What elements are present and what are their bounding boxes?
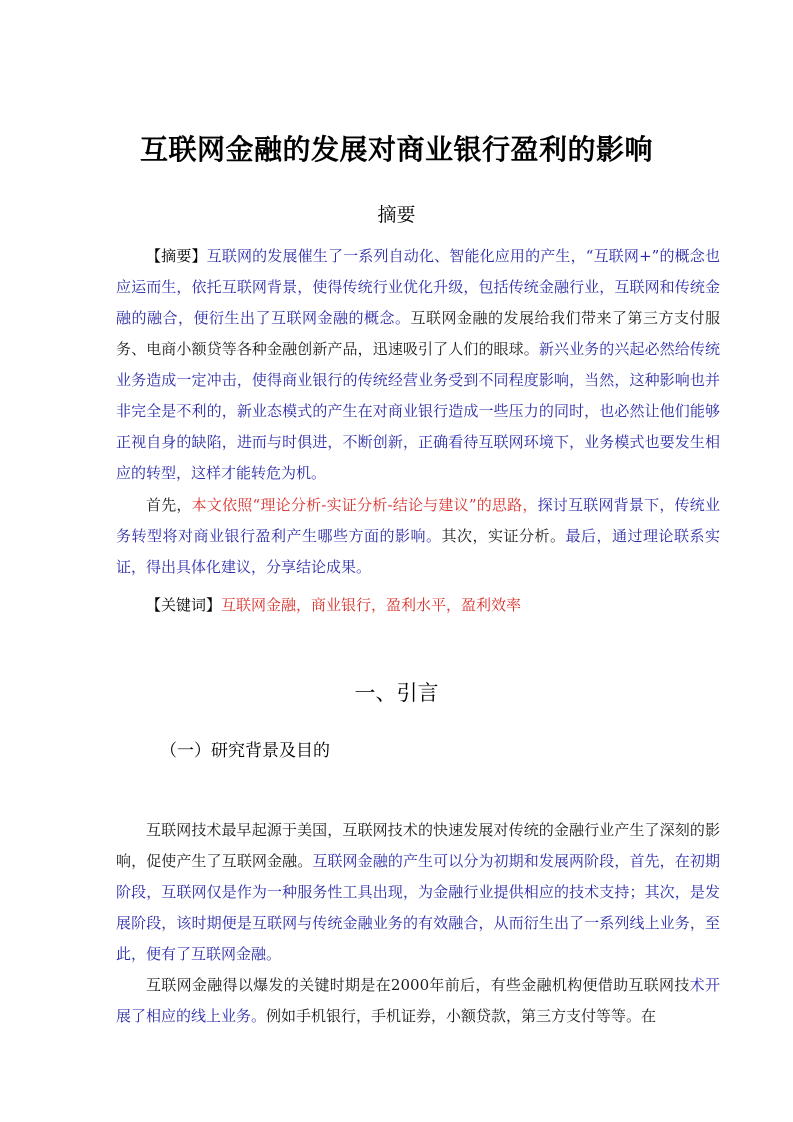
background-text-blue: 互联网金融的产生可以分为初期和发展两阶段，首先，在初期阶段，互联网仅是作为一种服务性工具出现，为金融行业提供相应的技术支持；其次，是发展阶段，该时期便是互联网与传统金融业务的有效融合，从而衍生出了一系列线上业务，至此，便有了互联网金融。	[116, 852, 720, 963]
abstract-text-black: 互联网金融的发展给我们带来了第三方支付服务、电商小额贷等各种金融创新产品，迅速吸引了人们的眼球。	[116, 309, 720, 358]
keywords-label: 【关键词】	[146, 596, 222, 614]
keywords-line	[116, 590, 720, 621]
abstract-paragraph	[116, 241, 720, 489]
abstract-method-paragraph	[116, 490, 720, 583]
method-text-blue-2: 最后，通过理论联系实证，得出具体化建议，分享结论成果。	[116, 527, 720, 576]
keywords-value: 互联网金融，商业银行，盈利水平，盈利效率	[221, 596, 522, 614]
background2-text-black: 互联网金融得以爆发的关键时期是在2000年前后，有些金融机构便借助互联网技	[146, 976, 690, 994]
section-heading: 一、引言	[354, 681, 439, 705]
background-paragraph	[116, 815, 720, 970]
subsection-heading: （一）研究背景及目的	[160, 741, 330, 761]
background-paragraph-2	[116, 970, 720, 1032]
background-text-black: 互联网技术最早起源于美国，互联网技术的快速发展对传统的金融行业产生了深刻的影响，促使产生了互联网金融。	[116, 821, 720, 870]
method-text-black-2: 其次，实证分析。	[441, 527, 566, 545]
method-text-blue: 探讨互联网背景下，传统业务转型将对商业银行盈利产生哪些方面的影响。	[116, 496, 720, 545]
background2-text-blue: 术开展了相应的线上业务。	[116, 976, 720, 1025]
abstract-label: 【摘要】	[146, 247, 207, 265]
background2-text-black-2: 例如手机银行，手机证券，小额贷款，第三方支付等等。在	[266, 1007, 657, 1025]
abstract-text-blue: 互联网的发展催生了一系列自动化、智能化应用的产生，“互联网+”的概念也应运而生，依托互联网背景，使得传统行业优化升级，包括传统金融行业，互联网和传统金融的融合，便衍生出了互联网金融的概念。	[116, 247, 720, 327]
abstract-heading: 摘要	[377, 204, 416, 226]
method-text-black: 首先，	[146, 496, 192, 514]
document-title: 互联网金融的发展对商业银行盈利的影响	[139, 133, 653, 166]
abstract-text-blue-2: 新兴业务的兴起必然给传统业务造成一定冲击，使得商业银行的传统经营业务受到不同程度影响，当然，这种影响也并非完全是不利的，新业态模式的产生在对商业银行造成一些压力的同时，也必然让他们能够正视自身的缺陷，进而与时俱进，不断创新，正确看待互联网环境下，业务模式也要发生相应的转型，这样才能转危为机。	[116, 340, 720, 482]
method-text-red: 本文依照“理论分析-实证分析-结论与建议”的思路，	[191, 496, 538, 514]
